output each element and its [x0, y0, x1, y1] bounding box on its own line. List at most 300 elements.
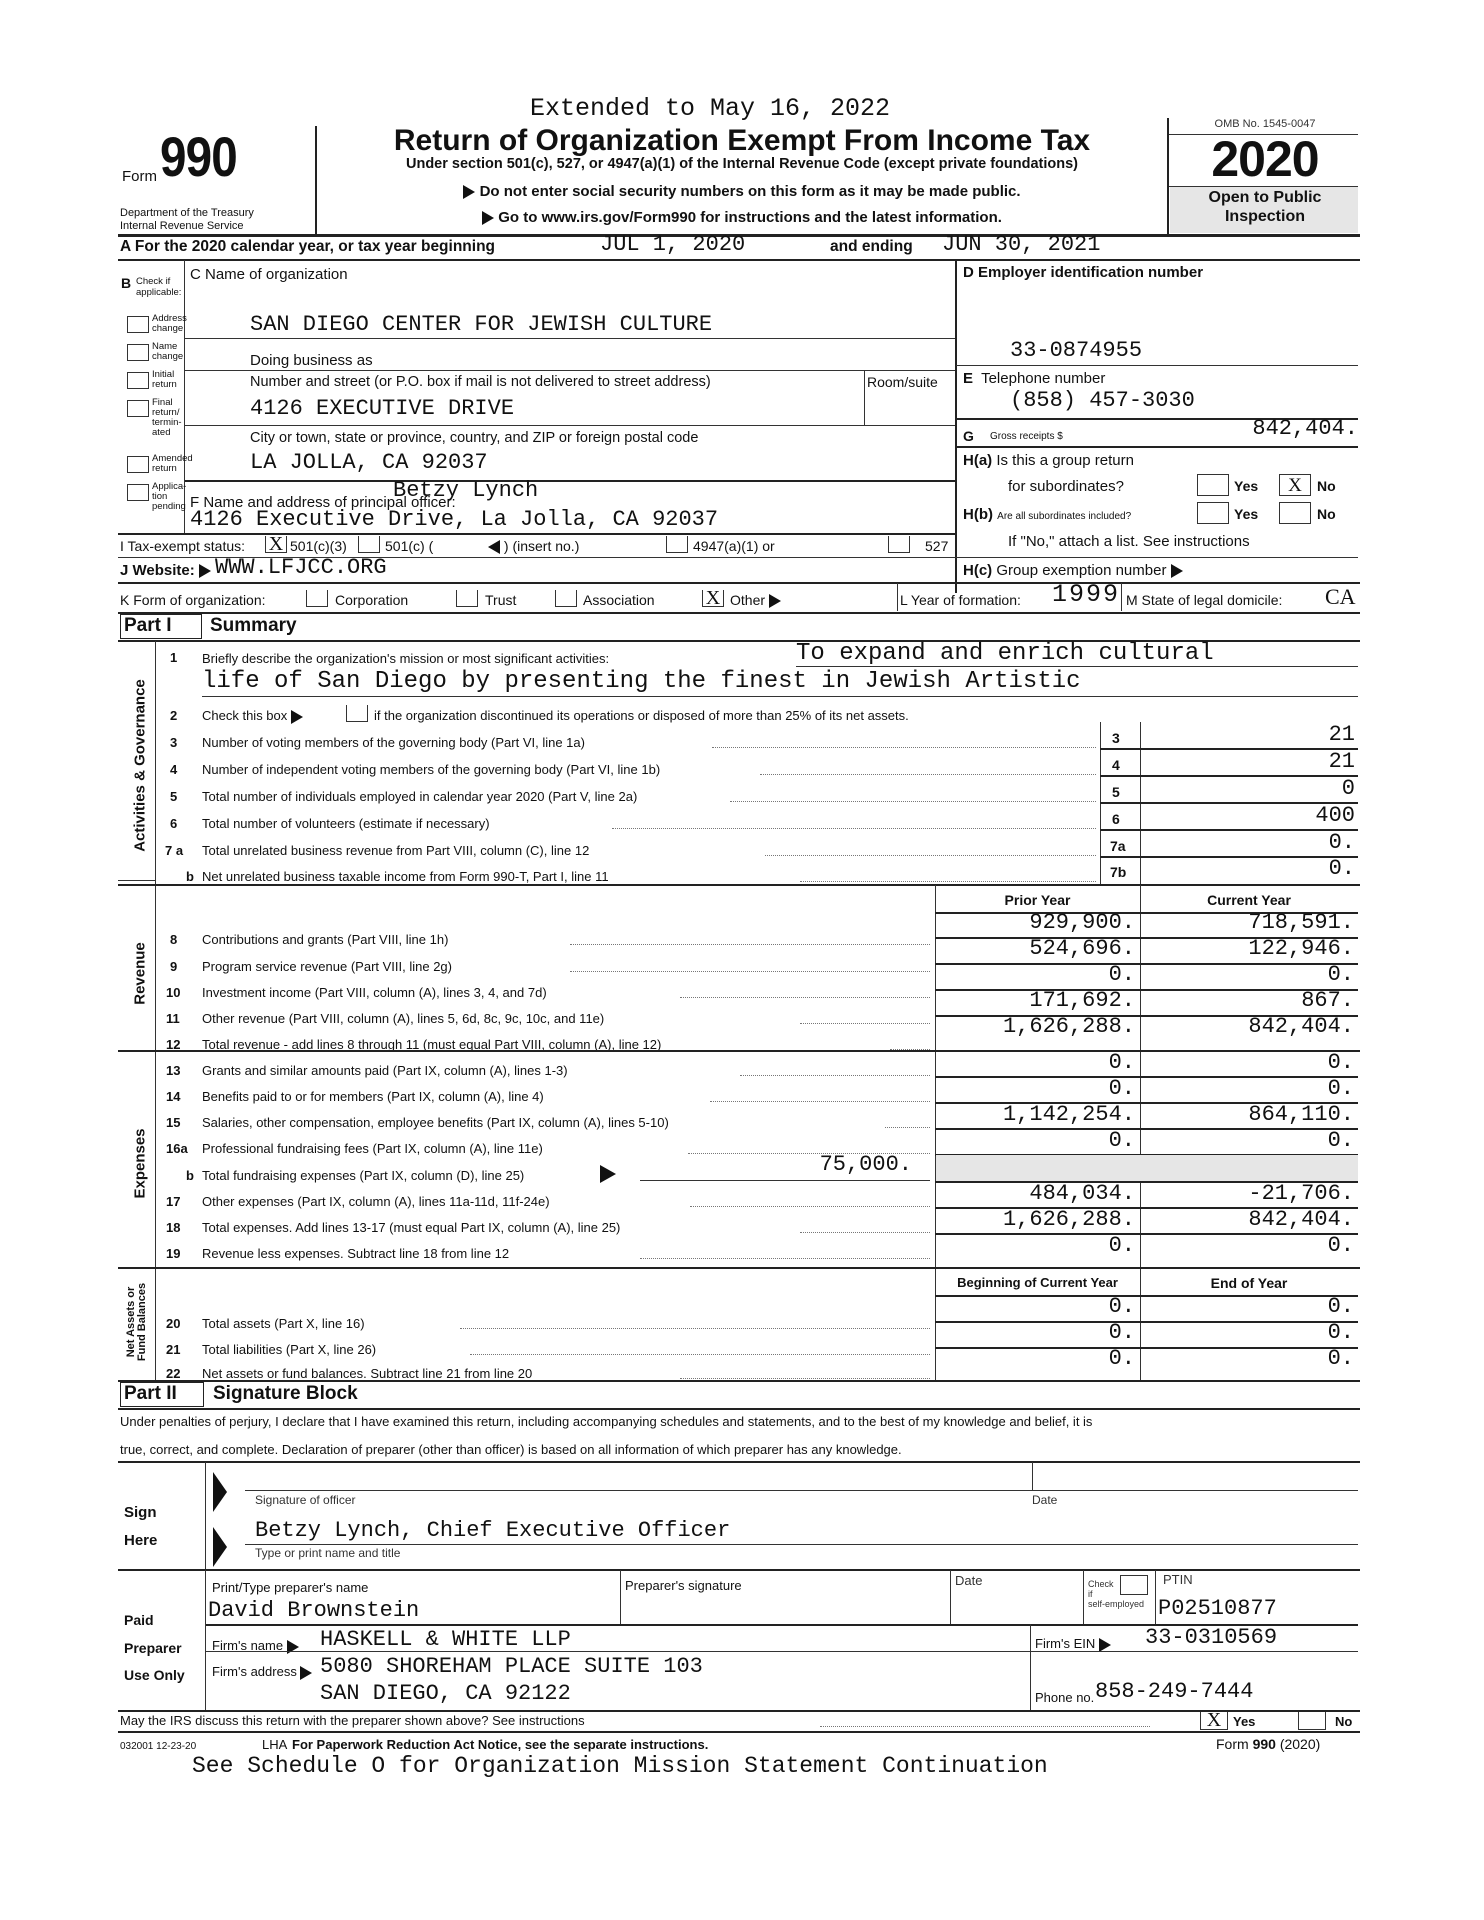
firm-phone: 858-249-7444: [1095, 1679, 1254, 1704]
leader-dots: [800, 881, 1096, 882]
g-letter: G: [963, 428, 974, 444]
rule: [118, 1380, 1360, 1382]
ha-label: H(a): [963, 452, 993, 469]
line-number: 1: [170, 650, 178, 665]
domicile-label: M State of legal domicile:: [1126, 592, 1283, 608]
irs-discuss-no-label: No: [1335, 1714, 1353, 1729]
corporation-checkbox[interactable]: [306, 590, 328, 607]
firm-address-row: [212, 1664, 312, 1680]
current-year-value: 842,404.: [1248, 1014, 1354, 1039]
mission-label: Briefly describe the organization's mission or most significant activities:: [202, 651, 610, 666]
extended-note: Extended to May 16, 2022: [530, 94, 891, 123]
line2-a: Check this box: [202, 708, 288, 723]
block-b-label: Check if applicable:: [136, 276, 182, 298]
line-label: Other expenses (Part IX, column (A), lines 11a-11d, 11f-24e): [202, 1194, 550, 1209]
leader-dots: [730, 801, 1096, 802]
prior-year-value: 1,142,254.: [1002, 1102, 1135, 1127]
side-label-governance: Activities & Governance: [131, 679, 149, 852]
form-title: Return of Organization Exempt From Income Tax: [393, 124, 1091, 157]
current-year-value: 0.: [1327, 1076, 1354, 1101]
cb-label: Address: [152, 313, 187, 324]
527-label: 527: [925, 538, 949, 554]
phone-label: E Telephone number: [963, 370, 1106, 387]
rule: [205, 1462, 206, 1570]
end-value: 0.: [1327, 1346, 1354, 1371]
side-net-1: Net Assets or: [125, 1286, 137, 1358]
website-row: [120, 562, 211, 579]
domicile-value: CA: [1325, 584, 1356, 609]
officer-address: 4126 Executive Drive, La Jolla, CA 92037: [190, 507, 719, 532]
part2-title: Signature Block: [213, 1383, 358, 1404]
association-label: Association: [583, 592, 655, 608]
firm-phone-label: Phone no.: [1035, 1690, 1095, 1705]
rule: [118, 582, 1360, 584]
hb-note: If "No," attach a list. See instructions: [1008, 533, 1250, 550]
dept-line1: Department of the Treasury: [120, 207, 254, 219]
end-value: 0.: [1327, 1294, 1354, 1319]
rule: [155, 641, 156, 1381]
line-label: Net unrelated business taxable income from Form 990-T, Part I, line 11: [202, 869, 609, 884]
footer-form-num: 990: [1252, 1736, 1276, 1752]
leader-dots: [740, 1075, 930, 1076]
cb-label: change: [152, 323, 184, 334]
501c3-label: 501(c)(3): [290, 538, 347, 554]
line-number: 16a: [166, 1141, 188, 1156]
501c-checkbox[interactable]: [358, 536, 380, 553]
line-label: Professional fundraising fees (Part IX, column (A), line 11e): [202, 1141, 543, 1156]
checkbox[interactable]: [127, 372, 149, 389]
current-year-value: 122,946.: [1248, 936, 1354, 961]
shade: [936, 1155, 1358, 1181]
checkbox[interactable]: [127, 400, 149, 417]
leader-dots: [710, 1101, 930, 1102]
line-label: Revenue less expenses. Subtract line 18 from line 12: [202, 1246, 510, 1261]
dept-line2: Internal Revenue Service: [120, 220, 244, 232]
rule: [118, 1710, 1360, 1712]
gov-value: 0.: [1328, 856, 1355, 881]
hb-no-label: No: [1317, 506, 1336, 522]
mission-line-1: To expand and enrich cultural: [796, 640, 1214, 667]
4947-label: 4947(a)(1) or: [693, 538, 775, 554]
rule: [950, 1570, 951, 1624]
schedule-o-note: See Schedule O for Organization Mission Statement Continuation: [192, 1753, 1048, 1779]
hb-text: Are all subordinates included?: [997, 511, 1132, 522]
footer-form-year: (2020): [1279, 1736, 1321, 1752]
box-number: 4: [1112, 757, 1120, 773]
prior-year-value: 524,696.: [1029, 936, 1135, 961]
form-of-org-label: K Form of organization:: [120, 592, 266, 608]
fundraising-total-value: 75,000.: [819, 1152, 912, 1177]
checkbox[interactable]: [127, 484, 149, 501]
other-checkbox[interactable]: X: [702, 590, 724, 607]
line-number: 19: [166, 1246, 181, 1261]
paperwork-notice: For Paperwork Reduction Act Notice, see the separate instructions.: [292, 1737, 709, 1752]
rule: [1032, 1462, 1033, 1490]
prior-year-value: 0.: [1108, 1233, 1135, 1258]
mission-line-2: life of San Diego by presenting the finest in Jewish Artistic: [202, 668, 1081, 695]
rule: [796, 666, 1358, 667]
beginning-value: 0.: [1108, 1294, 1135, 1319]
hb-no-checkbox[interactable]: [1279, 502, 1311, 524]
side-net-2: Fund Balances: [136, 1282, 148, 1362]
rule: [955, 260, 957, 593]
current-year-value: 0.: [1327, 1128, 1354, 1153]
cb-label: return: [152, 463, 177, 474]
line-number: 11: [166, 1011, 180, 1026]
line-label: Total unrelated business revenue from Part VIII, column (C), line 12: [202, 843, 590, 858]
irs-discuss-no-checkbox[interactable]: [1298, 1712, 1326, 1730]
leader-dots: [760, 774, 1096, 775]
firm-name: HASKELL & WHITE LLP: [320, 1627, 571, 1652]
preparer-date-label: Date: [955, 1573, 983, 1588]
insert-no-label: [488, 538, 579, 554]
line-number: 15: [166, 1115, 181, 1130]
rule: [118, 1461, 1360, 1463]
dba-label: Doing business as: [250, 352, 373, 369]
line-number: 17: [166, 1194, 181, 1209]
irs-discuss-yes-checkbox[interactable]: X: [1200, 1712, 1228, 1730]
year-formation-value: 1999: [1052, 580, 1121, 609]
527-checkbox[interactable]: [888, 536, 910, 553]
line-label: Other revenue (Part VIII, column (A), lines 5, 6d, 8c, 9c, 10c, and 11e): [202, 1011, 605, 1026]
preparer-signature-label: Preparer's signature: [625, 1578, 742, 1593]
website-label: J Website:: [120, 562, 195, 579]
leader-dots: [680, 1378, 930, 1379]
line-label: Net assets or fund balances. Subtract line 21 from line 20: [202, 1366, 533, 1381]
line-number: b: [186, 1168, 194, 1183]
cb-label: Applica-: [152, 481, 187, 492]
prior-year-value: 929,900.: [1029, 910, 1135, 935]
prior-year-value: 1,626,288.: [1002, 1207, 1135, 1232]
header-divider-right: [1167, 118, 1169, 234]
lha-label: LHA: [262, 1737, 288, 1752]
current-year-value: 718,591.: [1248, 910, 1354, 935]
side-label-revenue: Revenue: [131, 942, 149, 1005]
checkbox[interactable]: [127, 344, 149, 361]
line-number: 3: [170, 735, 178, 750]
notice-instructions: [320, 209, 1164, 226]
prior-year-value: 0.: [1108, 962, 1135, 987]
checkbox[interactable]: [127, 456, 149, 473]
rule: [956, 365, 1358, 366]
triangle-icon: [199, 564, 211, 578]
line-number: 18: [166, 1220, 181, 1235]
col-beginning-year: Beginning of Current Year: [957, 1275, 1118, 1290]
checkbox[interactable]: [127, 316, 149, 333]
rule: [897, 583, 898, 611]
current-year-value: -21,706.: [1248, 1181, 1354, 1206]
triangle-icon: [291, 710, 303, 724]
other-label: Other: [730, 592, 766, 608]
line-number: b: [186, 869, 194, 884]
block-b-letter: B: [121, 275, 132, 291]
line-number: 7 a: [165, 843, 184, 858]
line-label: Grants and similar amounts paid (Part IX, column (A), lines 1-3): [202, 1063, 568, 1078]
footer-form-id: [1216, 1736, 1320, 1752]
preparer-label: Preparer: [124, 1640, 182, 1656]
name-title-label: Type or print name and title: [255, 1546, 401, 1560]
line-number: 8: [170, 932, 178, 947]
line-number: 12: [166, 1037, 181, 1052]
line2-row: [202, 708, 303, 724]
line-number: 13: [166, 1063, 181, 1078]
triangle-icon: [1171, 564, 1183, 578]
signature-officer-label: Signature of officer: [255, 1493, 356, 1507]
city-label: City or town, state or province, country, and ZIP or foreign postal code: [250, 430, 699, 446]
ha-no-label: No: [1317, 478, 1336, 494]
line-a-label: A For the 2020 calendar year, or tax year beginning: [120, 238, 496, 255]
firm-address-label: Firm's address: [212, 1664, 297, 1679]
line-number: 10: [166, 985, 181, 1000]
trust-label: Trust: [485, 592, 517, 608]
triangle-icon: [769, 594, 781, 608]
col-current-year: Current Year: [1207, 892, 1291, 908]
prior-year-value: 171,692.: [1029, 988, 1135, 1013]
form-subtitle: Under section 501(c), 527, or 4947(a)(1) of the Internal Revenue Code (except private foundations): [406, 156, 1078, 172]
line-number: 4: [170, 762, 178, 777]
use-only-label: Use Only: [124, 1667, 185, 1683]
penalty-statement-2: true, correct, and complete. Declaration of preparer (other than officer) is based on all information of which preparer has any knowledge.: [120, 1442, 902, 1457]
line-label: Total number of volunteers (estimate if necessary): [202, 816, 490, 831]
footer-form-word: Form: [1216, 1736, 1249, 1752]
triangle-left-icon: [488, 540, 500, 554]
ha-yes-label: Yes: [1234, 478, 1259, 494]
tax-year: 2020: [1211, 131, 1319, 187]
box-number: 6: [1112, 811, 1120, 827]
part1-label: Part I: [124, 615, 172, 636]
city-state-zip: LA JOLLA, CA 92037: [250, 450, 488, 475]
gov-value: 0: [1341, 776, 1355, 801]
prior-year-value: 0.: [1108, 1128, 1135, 1153]
cb-label: return/ termin- ated: [152, 407, 182, 438]
cb-label: Name: [152, 341, 178, 352]
leader-dots: [680, 997, 930, 998]
rule: [118, 1267, 1360, 1269]
website-value[interactable]: WWW.LFJCC.ORG: [215, 555, 387, 580]
rule: [1030, 1624, 1031, 1710]
signature-line: [245, 1490, 1358, 1491]
officer-name: Betzy Lynch: [393, 478, 539, 503]
form-code: 032001 12-23-20: [120, 1741, 197, 1752]
self-employed-checkbox[interactable]: [1120, 1575, 1148, 1595]
part2-label: Part II: [124, 1383, 177, 1404]
leader-dots: [570, 944, 930, 945]
street-label: Number and street (or P.O. box if mail is not delivered to street address): [250, 374, 711, 390]
col-end-year: End of Year: [1210, 1275, 1288, 1291]
discontinued-checkbox[interactable]: [346, 705, 368, 722]
leader-dots: [820, 1726, 1150, 1727]
open-public-2: Inspection: [1224, 208, 1305, 225]
penalty-statement-1: Under penalties of perjury, I declare that I have examined this return, including accompanying schedules and statements, and to the best of my knowledge and belief, it is: [120, 1414, 1093, 1429]
officer-name-title: Betzy Lynch, Chief Executive Officer: [255, 1518, 731, 1543]
rule: [245, 1544, 1358, 1545]
triangle-icon: [1099, 1638, 1111, 1652]
street-address: 4126 EXECUTIVE DRIVE: [250, 396, 515, 421]
end-value: 0.: [1327, 1320, 1354, 1345]
triangle-icon: [482, 211, 494, 225]
trust-checkbox[interactable]: [456, 590, 478, 607]
rule: [118, 884, 1360, 886]
hb-yes-checkbox[interactable]: [1197, 502, 1229, 524]
prior-year-value: 0.: [1108, 1076, 1135, 1101]
ptin-value: P02510877: [1158, 1596, 1277, 1621]
line-label: Number of voting members of the governing body (Part VI, line 1a): [202, 735, 585, 750]
4947-checkbox[interactable]: [666, 536, 688, 553]
hb-line: [963, 506, 1131, 523]
rule: [620, 1570, 621, 1624]
triangle-icon: [600, 1165, 616, 1183]
leader-dots: [612, 828, 1096, 829]
gov-value: 21: [1328, 722, 1355, 747]
phone-value: (858) 457-3030: [1010, 388, 1195, 413]
current-year-value: 864,110.: [1248, 1102, 1354, 1127]
notice-instructions-link[interactable]: Go to www.irs.gov/Form990 for instructions and the latest information.: [498, 209, 1002, 226]
current-year-value: 0.: [1327, 1233, 1354, 1258]
preparer-name: David Brownstein: [208, 1598, 420, 1623]
rule: [185, 425, 955, 426]
beginning-value: 0.: [1108, 1346, 1135, 1371]
open-to-public: [1172, 188, 1358, 226]
prior-year-value: 484,034.: [1029, 1181, 1135, 1206]
leader-dots: [640, 1258, 930, 1259]
hb-label: H(b): [963, 506, 993, 523]
rule: [118, 259, 1360, 261]
beginning-value: 0.: [1108, 1320, 1135, 1345]
gov-value: 21: [1328, 749, 1355, 774]
ha-text2: for subordinates?: [1008, 478, 1124, 495]
firm-ein-label: Firm's EIN: [1035, 1636, 1096, 1651]
paid-label: Paid: [124, 1612, 154, 1628]
side-label-expenses: Expenses: [131, 1128, 149, 1199]
ha-yes-checkbox[interactable]: [1197, 474, 1229, 496]
ha-no-checkbox[interactable]: X: [1279, 474, 1311, 496]
rule: [205, 1570, 206, 1710]
line-number: 6: [170, 816, 178, 831]
rule: [185, 338, 955, 339]
sign-label: Sign: [124, 1504, 157, 1521]
rule: [864, 370, 865, 425]
room-suite-label: Room/suite: [867, 374, 938, 390]
col-prior-year: Prior Year: [1004, 892, 1071, 908]
rule: [118, 612, 1360, 614]
line-label: Salaries, other compensation, employee benefits (Part IX, column (A), lines 5-10): [202, 1115, 669, 1130]
org-name-label: C Name of organization: [190, 266, 348, 283]
side-label-net-assets: [126, 1277, 148, 1367]
ha-line1: [963, 452, 1134, 469]
rule: [956, 446, 1358, 448]
line-number: 9: [170, 959, 178, 974]
sign-date-label: Date: [1032, 1493, 1058, 1507]
tax-exempt-label: I Tax-exempt status:: [120, 538, 246, 554]
other-row: [730, 592, 781, 608]
cb-label: Initial: [152, 369, 175, 380]
hc-label: H(c): [963, 562, 993, 579]
ptin-label: PTIN: [1163, 1572, 1193, 1587]
omb-number: OMB No. 1545-0047: [1214, 118, 1316, 130]
association-checkbox[interactable]: [555, 590, 577, 607]
line-label: Total expenses. Add lines 13-17 (must equal Part IX, column (A), line 25): [202, 1220, 621, 1235]
501c3-checkbox[interactable]: X: [265, 536, 287, 553]
rule: [185, 370, 955, 371]
cb-label: Final: [152, 397, 173, 408]
prior-year-value: 1,626,288.: [1002, 1014, 1135, 1039]
rule: [1155, 1570, 1156, 1624]
here-label: Here: [124, 1532, 158, 1549]
hb-yes-label: Yes: [1234, 506, 1259, 522]
triangle-icon: [463, 185, 475, 199]
line-number: 2: [170, 708, 178, 723]
rule: [118, 533, 956, 535]
check-label: self-employed: [1088, 1599, 1145, 1609]
rule: [202, 696, 1358, 697]
prior-year-value: 0.: [1108, 1050, 1135, 1075]
box-number: 7b: [1110, 864, 1127, 880]
firm-ein-row: [1035, 1636, 1111, 1652]
rule: [956, 557, 1358, 558]
triangle-icon: [300, 1666, 312, 1680]
line-number: 20: [166, 1316, 181, 1331]
form-word: Form: [122, 168, 157, 185]
sign-arrow-icon: [213, 1527, 227, 1567]
gross-receipts-value: 842,404.: [1252, 416, 1358, 441]
rule: [206, 1651, 1358, 1652]
leader-dots: [570, 971, 930, 972]
leader-dots: [460, 1328, 930, 1329]
rule: [1083, 1570, 1084, 1624]
rule: [185, 480, 955, 482]
current-year-value: 867.: [1301, 988, 1354, 1013]
cb-label: change: [152, 351, 184, 362]
box-number: 3: [1112, 730, 1120, 746]
ein-value: 33-0874955: [1010, 338, 1143, 363]
rule: [1121, 583, 1122, 611]
current-year-value: 0.: [1327, 1050, 1354, 1075]
year-formation-label: L Year of formation:: [900, 592, 1021, 608]
line-label: Program service revenue (Part VIII, line 2g): [202, 959, 452, 974]
ein-label: D Employer identification number: [963, 264, 1204, 281]
firm-address-2: SAN DIEGO, CA 92122: [320, 1681, 571, 1706]
line-number: 21: [166, 1342, 181, 1357]
line-label: Total revenue - add lines 8 through 11 (must equal Part VIII, column (A), line 12): [202, 1037, 662, 1052]
irs-discuss-yes-label: Yes: [1233, 1714, 1256, 1729]
cb-label: Amended: [152, 453, 193, 464]
notice-ssn-text: Do not enter social security numbers on this form as it may be made public.: [479, 183, 1021, 200]
gross-receipts-label: Gross receipts $: [990, 431, 1063, 442]
line-label: Investment income (Part VIII, column (A), lines 3, 4, and 7d): [202, 985, 547, 1000]
line-label: Total fundraising expenses (Part IX, column (D), line 25): [202, 1168, 525, 1183]
leader-dots: [690, 1206, 930, 1207]
rule: [640, 1180, 930, 1181]
part1-title: Summary: [210, 615, 297, 636]
check-label: if: [1088, 1589, 1093, 1599]
leader-dots: [885, 1127, 930, 1128]
firm-ein: 33-0310569: [1145, 1625, 1278, 1650]
line-label: Total number of individuals employed in calendar year 2020 (Part V, line 2a): [202, 789, 638, 804]
leader-dots: [470, 1354, 930, 1355]
cb-label: tion pending: [152, 491, 186, 512]
line-label: Total liabilities (Part X, line 26): [202, 1342, 377, 1357]
rule: [118, 1408, 1360, 1410]
and-ending-label: and ending: [830, 238, 913, 255]
box-number: 7a: [1110, 838, 1126, 854]
open-public-1: Open to Public: [1208, 189, 1322, 206]
line-label: Total assets (Part X, line 16): [202, 1316, 365, 1331]
line-number: 22: [166, 1366, 181, 1381]
leader-dots: [800, 1023, 930, 1024]
form-number: 990: [160, 125, 237, 188]
org-name: SAN DIEGO CENTER FOR JEWISH CULTURE: [250, 312, 713, 337]
cb-label: return: [152, 379, 177, 390]
